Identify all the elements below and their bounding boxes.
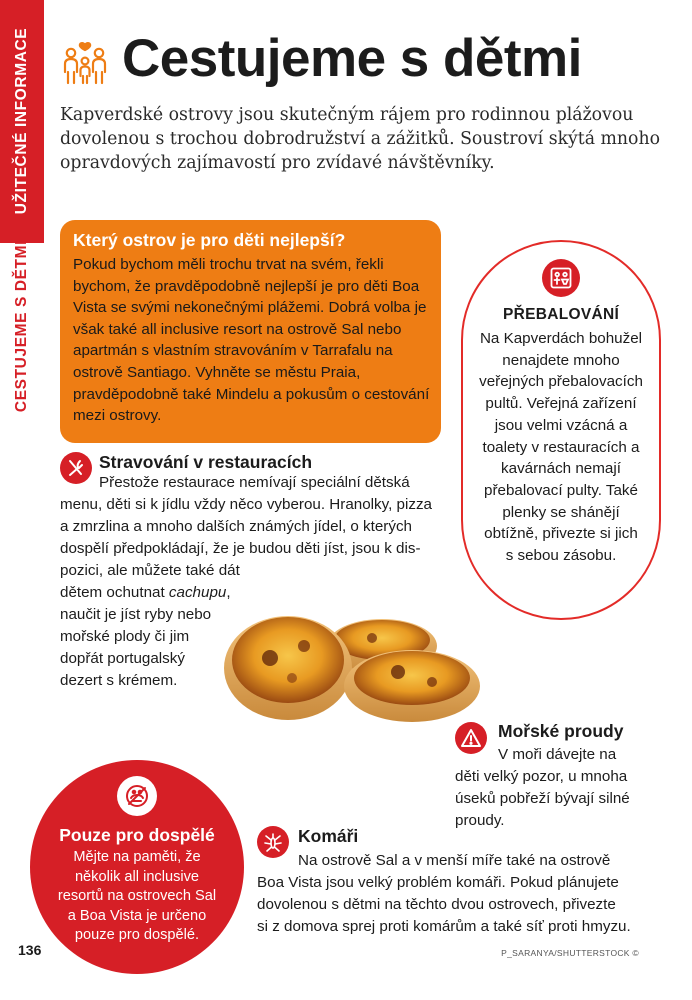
dining-cachupa-term: cachupu — [168, 584, 227, 601]
dining-title: Stravování v restauracích — [99, 452, 313, 472]
adults-only-text: Mějte na paměti, že několik all inclusive resortů na ostrovech Sal a Boa Vista je určeno pouze pro dospělé. — [57, 849, 217, 943]
best-island-text: Pokud bychom měli trochu trvat na svém, řekli bychom, že pravděpodobně nejlepší je pro děti Boa Vista se svými nekonečnými plážemi. Dobrá volba je však také all inclusive resort na ostrově Sal nebo apartmán s vlastním stravováním v Tarrafalu na ostrově Santiago. Vyhněte se městu Praia, pravděpodobně také Mindelu a pokusům o cestování mezi ostrovy. — [73, 256, 430, 425]
side-chapter-label: CESTUJEME S DĚTMI — [13, 239, 30, 413]
warning-icon — [455, 722, 487, 754]
adults-only-icon — [117, 776, 157, 816]
dining-line: a zmrzlina a mnoho dalších známých jídel, o kterých — [60, 518, 412, 535]
intro-paragraph: Kapverdské ostrovy jsou skutečným rájem pro rodinnou plážovou dovolenou s trochou dobrodružství a zážitků. Soustroví skýtá mnoho opravdových zajímavostí pro zvídavé návštěvníky. — [60, 105, 661, 173]
currents-title: Mořské proudy — [498, 721, 624, 741]
dining-comma: , — [226, 584, 231, 601]
dining-line: menu, děti si k jídlu vždy něco vyberou. Hranolky, pizza — [60, 496, 432, 513]
dining-line — [60, 584, 231, 601]
currents-line: úseků pobřeží bývají silné — [455, 790, 630, 807]
mosquitoes-line: si z domova sprej proti komárům a také síť proti hmyzu. — [257, 918, 631, 935]
baby-changing-text: Na Kapverdách bohužel nenajdete mnoho veřejných přebalovacích pultů. Veřejná zařízení jsou velmi vzácná a toalety v restauracích a kavárnách nemají přebalovací pulty. Také plenky se shánějí obtížně, přivezte si jich s sebou zásobu. — [479, 330, 643, 565]
baby-changing-icon — [542, 259, 580, 297]
dining-line: naučit je jíst ryby nebo — [60, 606, 212, 623]
currents-line: proudy. — [455, 812, 505, 829]
side-section-label: UŽITEČNÉ INFORMACE — [13, 27, 30, 215]
mosquito-icon — [257, 826, 289, 858]
baby-changing-title: PŘEBALOVÁNÍ — [502, 306, 620, 323]
dining-line: dospělí předpokládají, že je budou děti jíst, jsou k dis- — [60, 540, 421, 557]
currents-line: V moři dávejte na — [498, 746, 617, 763]
mosquitoes-line: Boa Vista jsou velký problém komáři. Pokud plánujete — [257, 874, 619, 891]
baby-changing-box — [461, 240, 661, 620]
dining-line: mořské plody či jim — [60, 628, 190, 645]
mosquitoes-title: Komáři — [298, 826, 359, 846]
mosquitoes-line: Na ostrově Sal a v menší míře také na ostrově — [298, 852, 611, 869]
dining-line: dopřát portugalský — [60, 650, 185, 667]
dining-line: dezert s krémem. — [60, 672, 178, 689]
best-island-title: Který ostrov je pro děti nejlepší? — [73, 230, 346, 250]
adults-only-title: Pouze pro dospělé — [59, 825, 215, 845]
family-icon — [60, 38, 110, 88]
mosquitoes-line: dovolenou s dětmi na těchto dvou ostrovech, přivezte — [257, 896, 616, 913]
best-island-box — [60, 220, 441, 443]
page-number: 136 — [18, 942, 42, 958]
dining-line: pozici, ale můžete také dát — [60, 562, 240, 579]
currents-line: děti velký pozor, u mnoha — [455, 768, 628, 785]
custard-tarts-image — [222, 598, 484, 726]
side-section-tab — [0, 0, 44, 243]
dining-line-text: dětem ochutnat — [60, 584, 169, 601]
photo-credit: P_SARANYA/SHUTTERSTOCK © — [501, 948, 639, 958]
dining-line: Přestože restaurace nemívají speciální dětská — [99, 474, 410, 491]
fork-knife-icon — [60, 452, 92, 484]
page-title: Cestujeme s dětmi — [122, 29, 582, 88]
adults-only-circle — [30, 760, 244, 974]
